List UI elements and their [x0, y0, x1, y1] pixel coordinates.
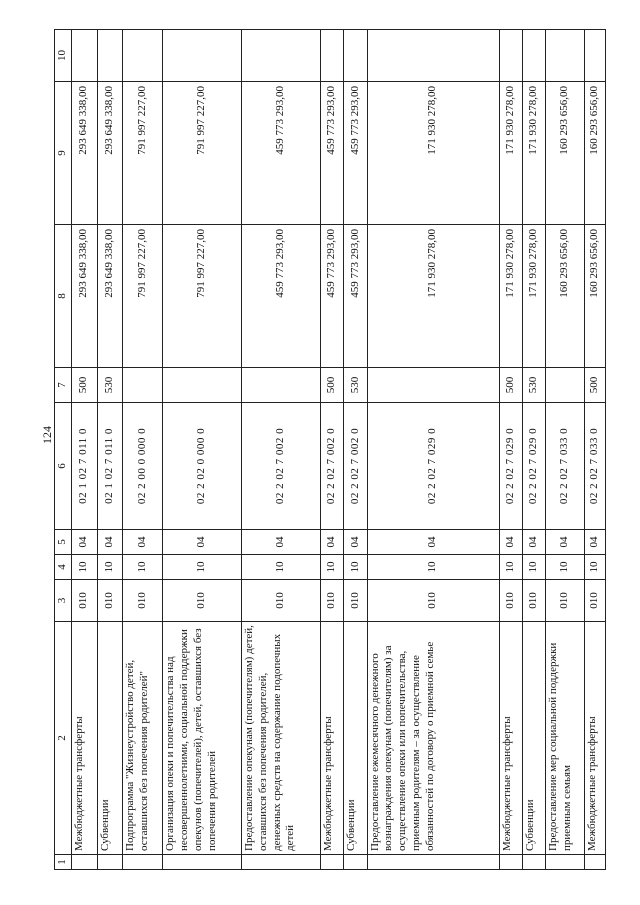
table-row [163, 30, 242, 870]
item-name: Субвенции [522, 622, 545, 855]
expense-type-code [546, 368, 584, 403]
amount-col8: 791 997 227,00 [123, 225, 163, 368]
amount-col9: 171 930 278,00 [367, 82, 499, 225]
table-row [97, 30, 123, 870]
table-row [242, 30, 321, 870]
column-header: 8 [55, 225, 72, 368]
item-name: Субвенции [344, 622, 367, 855]
table-row [72, 30, 98, 870]
amount-col9: 459 773 293,00 [242, 82, 321, 225]
section-code: 10 [320, 555, 343, 580]
column-header: 10 [55, 30, 72, 82]
item-name: Межбюджетные трансферты [499, 622, 522, 855]
subsection-code: 04 [584, 530, 605, 555]
section-code: 10 [72, 555, 98, 580]
amount-col9: 293 649 338,00 [72, 82, 98, 225]
ministry-code: 010 [344, 580, 367, 622]
amount-col9: 459 773 293,00 [320, 82, 343, 225]
cell-col1 [242, 855, 321, 870]
subsection-code: 04 [320, 530, 343, 555]
amount-col8: 459 773 293,00 [242, 225, 321, 368]
subsection-code: 04 [242, 530, 321, 555]
subsection-code: 04 [97, 530, 123, 555]
table-row [367, 30, 499, 870]
section-code: 10 [242, 555, 321, 580]
item-name: Организация опеки и попечительства над несовершеннолетними, социальной поддержки опекунов (попечителей), детей, оставшихся без попечения родителей [163, 622, 242, 855]
table-row [546, 30, 584, 870]
amount-col8: 293 649 338,00 [72, 225, 98, 368]
cell-col1 [522, 855, 545, 870]
amount-col9: 791 997 227,00 [123, 82, 163, 225]
item-name: Предоставление ежемесячного денежного вознаграждения опекунам (попечителям) за осуществление опеки или попечительства, приемным родителям – за осуществление обязанностей по договору о приемной семье [367, 622, 499, 855]
page-number: 124 [40, 426, 54, 444]
section-code: 10 [97, 555, 123, 580]
item-name: Межбюджетные трансферты [584, 622, 605, 855]
section-code: 10 [163, 555, 242, 580]
ministry-code: 010 [72, 580, 98, 622]
expense-type-code: 500 [499, 368, 522, 403]
section-code: 10 [584, 555, 605, 580]
ministry-code: 010 [546, 580, 584, 622]
subsection-code: 04 [546, 530, 584, 555]
ministry-code: 010 [499, 580, 522, 622]
cell-col1 [320, 855, 343, 870]
target-article-code: 02 2 00 0 000 0 [123, 403, 163, 530]
item-name: Межбюджетные трансферты [72, 622, 98, 855]
target-article-code: 02 2 02 7 029 0 [367, 403, 499, 530]
amount-col8: 459 773 293,00 [344, 225, 367, 368]
target-article-code: 02 2 02 7 029 0 [522, 403, 545, 530]
amount-col8: 171 930 278,00 [522, 225, 545, 368]
target-article-code: 02 2 02 7 002 0 [242, 403, 321, 530]
cell-col10 [123, 30, 163, 82]
section-code: 10 [367, 555, 499, 580]
item-name: Предоставление опекунам (попечителям) детей, оставшихся без попечения родителей, денежных средств на содержание подопечных детей [242, 622, 321, 855]
amount-col9: 160 293 656,00 [584, 82, 605, 225]
cell-col1 [499, 855, 522, 870]
ministry-code: 010 [367, 580, 499, 622]
column-header: 3 [55, 580, 72, 622]
amount-col9: 293 649 338,00 [97, 82, 123, 225]
subsection-code: 04 [344, 530, 367, 555]
column-header: 9 [55, 82, 72, 225]
item-name: Подпрограмма "Жизнеустройство детей, оставшихся без попечения родителей" [123, 622, 163, 855]
subsection-code: 04 [123, 530, 163, 555]
target-article-code: 02 2 02 7 002 0 [320, 403, 343, 530]
subsection-code: 04 [367, 530, 499, 555]
column-header: 1 [55, 855, 72, 870]
table-row [344, 30, 367, 870]
target-article-code: 02 2 02 7 033 0 [546, 403, 584, 530]
amount-col8: 171 930 278,00 [367, 225, 499, 368]
expense-type-code: 500 [320, 368, 343, 403]
target-article-code: 02 1 02 7 011 0 [72, 403, 98, 530]
item-name: Предоставление мер социальной поддержки приемным семьям [546, 622, 584, 855]
amount-col8: 171 930 278,00 [499, 225, 522, 368]
section-code: 10 [123, 555, 163, 580]
cell-col10 [367, 30, 499, 82]
subsection-code: 04 [163, 530, 242, 555]
expense-type-code: 530 [97, 368, 123, 403]
cell-col10 [242, 30, 321, 82]
cell-col10 [97, 30, 123, 82]
amount-col9: 791 997 227,00 [163, 82, 242, 225]
cell-col1 [367, 855, 499, 870]
expense-type-code [123, 368, 163, 403]
expense-type-code: 500 [584, 368, 605, 403]
expense-type-code [163, 368, 242, 403]
cell-col10 [344, 30, 367, 82]
table-header-row [55, 30, 72, 870]
amount-col8: 791 997 227,00 [163, 225, 242, 368]
table-row [522, 30, 545, 870]
section-code: 10 [522, 555, 545, 580]
ministry-code: 010 [163, 580, 242, 622]
table-row [320, 30, 343, 870]
target-article-code: 02 1 02 7 011 0 [97, 403, 123, 530]
amount-col8: 459 773 293,00 [320, 225, 343, 368]
amount-col9: 459 773 293,00 [344, 82, 367, 225]
cell-col10 [72, 30, 98, 82]
subsection-code: 04 [522, 530, 545, 555]
cell-col1 [344, 855, 367, 870]
expense-type-code: 530 [522, 368, 545, 403]
cell-col10 [522, 30, 545, 82]
cell-col1 [584, 855, 605, 870]
ministry-code: 010 [97, 580, 123, 622]
column-header: 4 [55, 555, 72, 580]
cell-col1 [123, 855, 163, 870]
table-row [499, 30, 522, 870]
item-name: Субвенции [97, 622, 123, 855]
section-code: 10 [344, 555, 367, 580]
budget-table [54, 29, 606, 870]
cell-col1 [72, 855, 98, 870]
expense-type-code [242, 368, 321, 403]
cell-col10 [499, 30, 522, 82]
column-header: 5 [55, 530, 72, 555]
section-code: 10 [499, 555, 522, 580]
item-name: Межбюджетные трансферты [320, 622, 343, 855]
expense-type-code [367, 368, 499, 403]
table-row [123, 30, 163, 870]
cell-col1 [97, 855, 123, 870]
ministry-code: 010 [522, 580, 545, 622]
expense-type-code: 500 [72, 368, 98, 403]
amount-col8: 293 649 338,00 [97, 225, 123, 368]
rotated-table-wrapper [54, 30, 606, 870]
table-row [584, 30, 605, 870]
amount-col8: 160 293 656,00 [584, 225, 605, 368]
amount-col9: 171 930 278,00 [499, 82, 522, 225]
ministry-code: 010 [584, 580, 605, 622]
cell-col1 [163, 855, 242, 870]
cell-col10 [163, 30, 242, 82]
section-code: 10 [546, 555, 584, 580]
target-article-code: 02 2 02 7 029 0 [499, 403, 522, 530]
cell-col1 [546, 855, 584, 870]
target-article-code: 02 2 02 0 000 0 [163, 403, 242, 530]
amount-col8: 160 293 656,00 [546, 225, 584, 368]
ministry-code: 010 [320, 580, 343, 622]
amount-col9: 171 930 278,00 [522, 82, 545, 225]
column-header: 7 [55, 368, 72, 403]
cell-col10 [320, 30, 343, 82]
target-article-code: 02 2 02 7 002 0 [344, 403, 367, 530]
expense-type-code: 530 [344, 368, 367, 403]
column-header: 6 [55, 403, 72, 530]
cell-col10 [546, 30, 584, 82]
target-article-code: 02 2 02 7 033 0 [584, 403, 605, 530]
column-header: 2 [55, 622, 72, 855]
subsection-code: 04 [72, 530, 98, 555]
subsection-code: 04 [499, 530, 522, 555]
cell-col10 [584, 30, 605, 82]
ministry-code: 010 [242, 580, 321, 622]
amount-col9: 160 293 656,00 [546, 82, 584, 225]
ministry-code: 010 [123, 580, 163, 622]
